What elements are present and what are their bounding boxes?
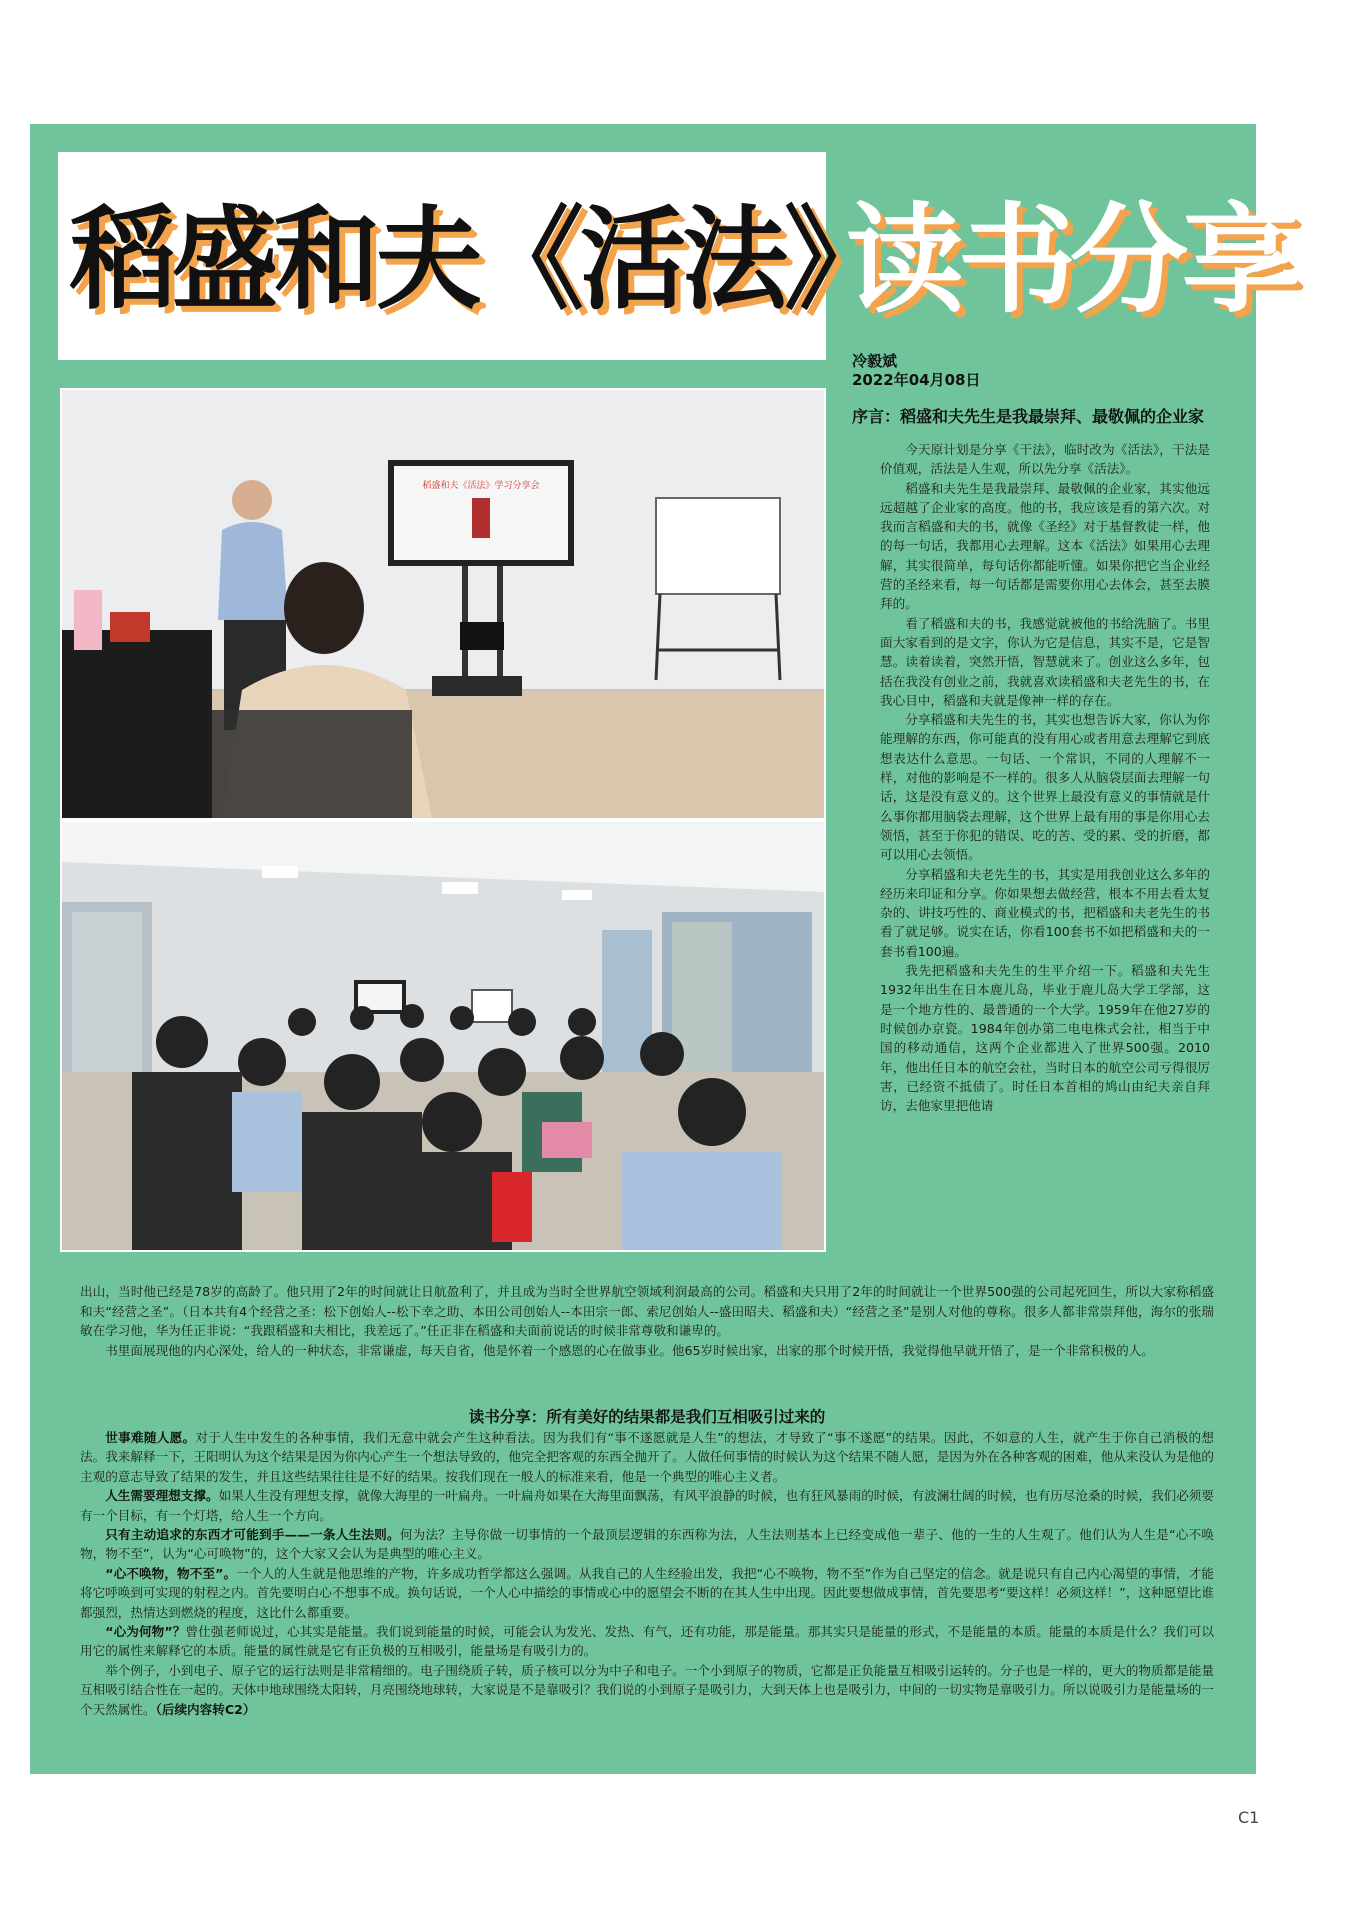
- right-column-text: [880, 440, 1210, 1115]
- section-paragraph: [80, 1525, 1214, 1564]
- paragraph-text: 对于人生中发生的各种事情，我们无意中就会产生这种看法。因为我们有“事不遂愿就是人生”的想法，才导致了“事不遂愿”的结果。因此，不如意的人生，就产生于你自己消极的想法。我来解释一下，王阳明认为这个结果是因为你内心产生一个想法导致的，他完全把客观的东西全抛开了。人做任何事情的时候认为这个结果不随人愿，是因为外在各种客观的困难，他从来没认为是他的主观的意志导致了结果的发生，并且这些结果往往是不好的结果。按我们现在一般人的标准来看，他是一个典型的唯心主义者。: [80, 1430, 1214, 1484]
- section-paragraph: [80, 1661, 1214, 1719]
- column-paragraph: 稻盛和夫先生是我最崇拜、最敬佩的企业家，其实他远远超越了企业家的高度。他的书，我应该是看的第六次。对我而言稻盛和夫的书，就像《圣经》对于基督教徒一样，他的每一句话，我都用心去理解。这本《活法》如果用心去理解，其实很简单，每句话你都能听懂。如果你把它当企业经营的圣经来看，每一句话都是需要你用心去体会，甚至去膜拜的。: [880, 480, 1210, 612]
- section-paragraph: [80, 1428, 1214, 1486]
- paragraph-lead: “心不唤物，物不至”。: [105, 1565, 237, 1581]
- speaker-illustration: [62, 390, 824, 818]
- section-paragraph: [80, 1486, 1214, 1525]
- paragraph-text: 曾仕强老师说过，心其实是能量。我们说到能量的时候，可能会认为发光、发热、有气，还有功能，那是能量。那其实只是能量的形式，不是能量的本质。能量的本质是什么？我们可以用它的属性来解释它的本质。能量的属性就是它有正负极的互相吸引，能量场是有吸引力的。: [80, 1624, 1214, 1659]
- section-paragraph: [80, 1622, 1214, 1661]
- screen-caption: 稻盛和夫《活法》学习分享会: [422, 481, 540, 491]
- column-paragraph: 分享稻盛和夫先生的书，其实也想告诉大家，你认为你能理解的东西，你可能真的没有用心或者用意去理解它到底想表达什么意思。一句话、一个常识，不同的人理解不一样，对他的影响是不一样的。很多人从脑袋层面去理解一句话，这是没有意义的。这个世界上最没有意义的事情就是什么事你都用脑袋去理解，这个世界上最有用的事是你用心去领悟，甚至于你犯的错误、吃的苦、受的累、受的折磨，都可以用心去领悟。: [880, 712, 1210, 863]
- page-number: C1: [1238, 1808, 1260, 1827]
- continued-note: （后续内容转C2）: [155, 1701, 256, 1717]
- photo-audience: [60, 820, 826, 1252]
- wide-paragraph: 书里面展现他的内心深处，给人的一种状态，非常谦虚，每天自省，他是怀着一个感恩的心在做事业。他65岁时候出家，出家的那个时候开悟，我觉得他早就开悟了，是一个非常积极的人。: [105, 1342, 1154, 1358]
- paragraph-text: 如果人生没有理想支撑，就像大海里的一叶扁舟。一叶扁舟如果在大海里面飘荡，有风平浪静的时候，也有狂风暴雨的时候，有波澜壮阔的时候，也有历尽沧桑的时候，我们必须要有一个目标，有一个灯塔，给人生一个方向。: [80, 1488, 1215, 1523]
- paragraph-lead: “心为何物”？: [105, 1624, 186, 1640]
- paragraph-text: 一个人的人生就是他思维的产物，许多成功哲学都这么强调。从我自己的人生经验出发，我把“心不唤物，物不至”作为自己坚定的信念。就是说只有自己内心渴望的事情，才能将它呼唤到可实现的射程之内。首先要明白心不想事不成。换句话说，一个人心中描绘的事情或心中的愿望会不断的在其人生中出现。因此要想做成事情，首先要思考“要这样！必须这样！”，这种愿望比谁都强烈，热情达到燃烧的程度，这比什么都重要。: [80, 1565, 1214, 1620]
- audience-illustration: [62, 822, 824, 1250]
- photo-speaker: [60, 388, 826, 820]
- section-body: [80, 1428, 1214, 1719]
- paragraph-lead: 只有主动追求的东西才可能到手——一条人生法则。: [105, 1527, 400, 1543]
- section-title: 读书分享：所有美好的结果都是我们互相吸引过来的: [468, 1408, 826, 1426]
- paragraph-lead: 世事难随人愿。: [105, 1430, 196, 1445]
- column-paragraph: 我先把稻盛和夫先生的生平介绍一下。稻盛和夫先生1932年出生在日本鹿儿岛，毕业于鹿儿岛大学工学部，这是一个地方性的、最普通的一个大学。1959年在他27岁的时候创办京瓷。1984年创办第二电电株式会社，相当于中国的移动通信，这两个企业都进入了世界500强。2010年，他出任日本的航空会社，当时日本的航空公司亏得很厉害，已经资不抵债了。时任日本首相的鸠山由纪夫亲自拜访，去他家里把他请: [880, 963, 1210, 1114]
- paragraph-text: 何为法？主导你做一切事情的一个最顶层逻辑的东西称为法，人生法则基本上已经变成他一辈子、他的一生的人生观了。他们认为人生是“心不唤物，物不至”，认为“心可唤物”的，这个大家又会认为是典型的唯心主义。: [80, 1527, 1215, 1562]
- section-paragraph: [80, 1564, 1214, 1622]
- byline: [852, 352, 1252, 390]
- page-title: 稻盛和夫《活法》: [70, 194, 886, 325]
- wide-paragraph: 出山，当时他已经是78岁的高龄了。他只用了2年的时间就让日航盈利了，并且成为当时全世界航空领域利润最高的公司。稻盛和夫只用了2年的时间就让一个世界500强的公司起死回生，所以大家称稻盛和夫“经营之圣”。（日本共有4个经营之圣：松下创始人--松下幸之助、本田公司创始人--本田宗一郎、索尼创始人--盛田昭夫、稻盛和夫）“经营之圣”是别人对他的尊称。很多人都非常崇拜他，海尔的张瑞敏在学习他，华为任正非说：“我跟稻盛和夫相比，我差远了。”任正非在稻盛和夫面前说话的时候非常尊敬和谦卑的。: [80, 1284, 1214, 1338]
- page-subtitle: 读书分享: [846, 191, 1295, 329]
- author-name: 冷毅斌: [852, 352, 898, 370]
- paragraph-lead: 人生需要理想支撑。: [105, 1488, 219, 1504]
- column-paragraph: 分享稻盛和夫老先生的书，其实是用我创业这么多年的经历来印证和分享。你如果想去做经营，根本不用去看太复杂的、讲技巧性的、商业模式的书，把稻盛和夫老先生的书看了就足够。说实在话，你看100套书不如把稻盛和夫的一套书看100遍。: [880, 866, 1210, 959]
- column-paragraph: 今天原计划是分享《干法》，临时改为《活法》，干法是价值观，活法是人生观，所以先分享《活法》。: [880, 442, 1210, 477]
- preface-title: 序言：稻盛和夫先生是我最崇拜、最敬佩的企业家: [852, 407, 1205, 426]
- publish-date: 2022年04月08日: [852, 371, 981, 389]
- paragraph-text: 举个例子，小到电子、原子它的运行法则是非常精细的。电子围绕质子转，质子核可以分为中子和电子。一个小到原子的物质，它都是正负能量互相吸引运转的。分子也是一样的，更大的物质都是能量互相吸引结合性在一起的。天体中地球围绕太阳转，月亮围绕地球转，大家说是不是靠吸引？我们说的小到原子是吸引力，大到天体上也是吸引力，中间的一切实物是靠吸引力。所以说吸引力是能量场的一个天然属性。: [80, 1662, 1214, 1717]
- column-paragraph: 看了稻盛和夫的书，我感觉就被他的书给洗脑了。书里面大家看到的是文字，你认为它是信息，其实不是，它是智慧。读着读着，突然开悟，智慧就来了。创业这么多年，包括在我没有创业之前，我就喜欢读稻盛和夫老先生的书，在我心目中，稻盛和夫就是像神一样的存在。: [880, 615, 1210, 708]
- continued-text: [80, 1282, 1214, 1360]
